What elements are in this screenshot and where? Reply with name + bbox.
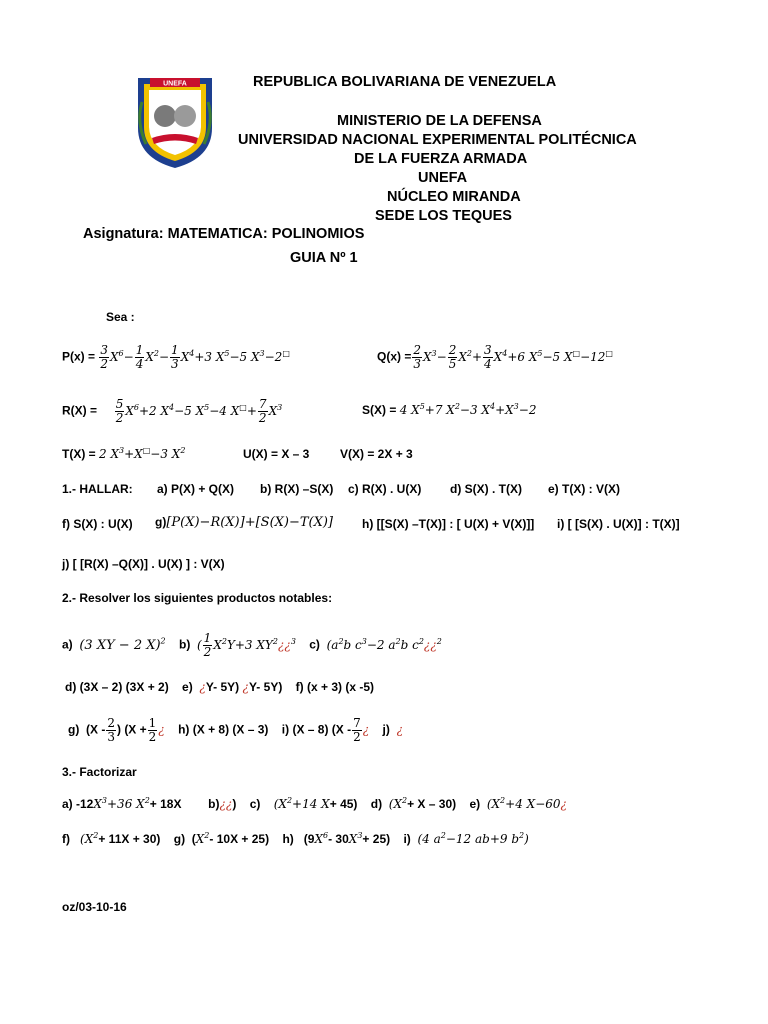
poly-s-label: S(X) = xyxy=(362,403,400,417)
s1-g-expr: [P(X)−R(X)]+[S(X)−T(X)] xyxy=(166,515,333,530)
poly-r-label: R(X) = xyxy=(62,403,98,418)
s2-d: d) (3X – 2) (3X + 2) xyxy=(65,680,169,694)
s1-b: b) R(X) –S(X) xyxy=(260,482,334,496)
s3-b: b) xyxy=(208,797,220,811)
s2-e-label: e) xyxy=(182,680,193,694)
header-line-6: NÚCLEO MIRANDA xyxy=(387,189,521,205)
s2-i: i) (X – 8) (X - xyxy=(281,722,352,737)
s1-i: i) [ [S(X) . U(X)] : T(X)] xyxy=(557,517,680,531)
poly-p: P(x) = $\frac{3}{2}$ $X^6-$ $\frac{1}{4}$ $X^2-$ $\frac{1}{3}$ $X^4+3$ $X^5-5$ $X^3-2^□$ xyxy=(62,343,290,371)
poly-q: Q(x) = $\frac{2}{3}$ $X^3-$ $\frac{2}{5}$ $X^2+$ $\frac{3}{4}$ $X^4+6$ $X^5-5$ X□−12□ xyxy=(377,343,613,371)
poly-r: R(X) = $\frac{5}{2}$ $X^6+2$ $X^4-5$ $X^5-4$ X□+ $\frac{7}{2}$ $X^3$ xyxy=(62,397,283,425)
header-line-7: SEDE LOS TEQUES xyxy=(375,208,512,224)
s2-row-2: d) (3X – 2) (3X + 2) e) ¿Y- 5Y) ¿Y- 5Y) f) (x + 3) (x -5) xyxy=(65,680,375,694)
s1-h: h) [[S(X) –T(X)] : [ U(X) + V(X)]] xyxy=(362,517,535,531)
s2-f: f) (x + 3) (x -5) xyxy=(295,680,375,694)
s1-head: 1.- HALLAR: xyxy=(62,482,133,496)
s2-e-expr: Y- 5Y) xyxy=(205,680,240,694)
s3-d: d) xyxy=(370,797,383,811)
poly-t-label: T(X) = xyxy=(62,447,100,461)
header-line-2: MINISTERIO DE LA DEFENSA xyxy=(337,113,542,129)
subject-line: Asignatura: MATEMATICA: POLINOMIOS xyxy=(83,226,365,242)
poly-q-label: Q(x) = xyxy=(377,349,412,364)
s1-e: e) T(X) : V(X) xyxy=(548,482,620,496)
s1-g-label: g) xyxy=(155,515,167,529)
poly-s: S(X) = 4 $X^5+7$ $X^2-3$ $X^4+X^3-2$ xyxy=(362,402,537,417)
header-line-5: UNEFA xyxy=(418,170,468,186)
footer-date: oz/03-10-16 xyxy=(62,900,127,914)
s1-d: d) S(X) . T(X) xyxy=(450,482,522,496)
guide-title: GUIA Nº 1 xyxy=(290,250,358,266)
s3-c: c) xyxy=(249,797,261,811)
s1-a: a) P(X) + Q(X) xyxy=(157,482,235,496)
s2-row-1: a) (3 XY − 2 X)$^2$ b) ( $\frac{1}{2}$ $X^2Y+3$ $XY^2¿¿^3$ c) ($a^2b$ $c^3-2$ $a^2b$ $c^2¿¿^2$ xyxy=(62,631,442,659)
header-line-3: UNIVERSIDAD NACIONAL EXPERIMENTAL POLITÉCNICA xyxy=(238,132,637,148)
s3-head: 3.- Factorizar xyxy=(62,765,137,779)
s3-i: i) xyxy=(403,832,411,846)
poly-t: T(X) = 2 $X^3+X^□-3$ $X^2$ xyxy=(62,446,186,461)
s2-h: h) (X + 8) (X – 3) xyxy=(178,722,269,737)
poly-v: V(X) = 2X + 3 xyxy=(340,447,413,461)
s1-f: f) S(X) : U(X) xyxy=(62,517,133,531)
header-line-1: REPUBLICA BOLIVARIANA DE VENEZUELA xyxy=(253,74,557,90)
s3-row-1: a) $-12X^3+36$ $X^2+ 18X$ b)¿¿) c) ($X^2+14$ X+ 45) d) $(X^2+ X - 30)$ e) ($X^2+4$ X−60¿ xyxy=(62,796,567,811)
crest-banner: UNEFA xyxy=(163,80,187,88)
unefa-crest-logo xyxy=(132,72,218,170)
s1-j: j) [ [R(X) –Q(X)] . U(X) ] : V(X) xyxy=(62,557,225,571)
s3-g: g) xyxy=(173,832,186,846)
s3-row-2: f) $(X^2+ 11X + 30)$ g) ($X^2-$ 10X + 25) h) ($9X^6-$ $30X^3+ 25$) i) (4 $a^2-12$ ab+9 $b^2$) xyxy=(62,831,529,846)
poly-p-label: P(x) = xyxy=(62,349,99,364)
poly-u: U(X) = X – 3 xyxy=(243,447,310,461)
s2-head: 2.- Resolver los siguientes productos notables: xyxy=(62,591,333,605)
s3-h: h) xyxy=(282,832,294,846)
sea-label: Sea : xyxy=(106,310,135,324)
header-line-4: DE LA FUERZA ARMADA xyxy=(354,151,528,167)
s1-g xyxy=(155,516,333,529)
s2-row-3: g) (X - $\frac{2}{3}$ ) (X + $\frac{1}{2}$ ¿ h) (X + 8) (X – 3) i) (X – 8) (X - $\frac{7}{2}$ ¿ j) ¿ xyxy=(68,716,403,744)
s1-c: c) R(X) . U(X) xyxy=(348,482,422,496)
s3-e: e) xyxy=(469,797,481,811)
